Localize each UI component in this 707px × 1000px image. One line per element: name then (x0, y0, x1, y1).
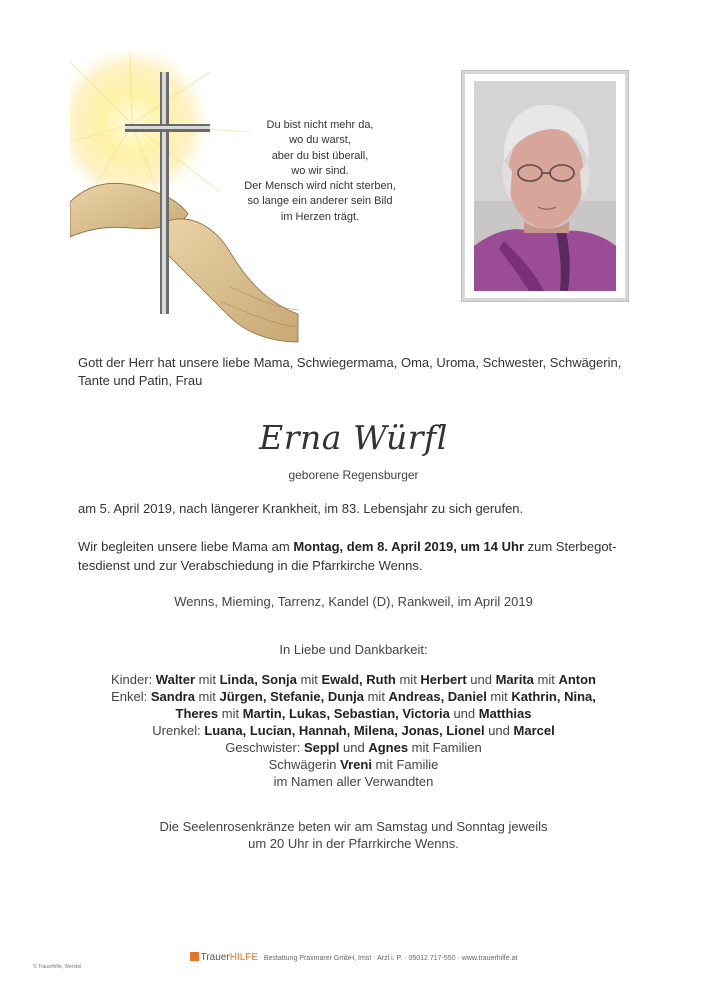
family-connector: mit (395, 672, 421, 687)
portrait-photo (474, 81, 616, 291)
family-connector: Urenkel: (152, 723, 205, 738)
family-connector: mit Familie (371, 757, 439, 772)
family-connector: mit (194, 689, 220, 704)
footer-text: Bestattung Praxmarer GmbH, Imst · Arzl i. P. · 05012 717-550 · www.trauerhilfe.at (263, 955, 518, 962)
family-connector: und (339, 740, 369, 755)
places-date: Wenns, Mieming, Tarrenz, Kandel (D), Rankweil, im April 2019 (174, 594, 533, 609)
family-connector: mit (363, 689, 389, 704)
family-connector: mit (218, 706, 243, 721)
family-name: Ewald, Ruth (321, 672, 396, 687)
death-statement: am 5. April 2019, nach längerer Krankheit, im 83. Lebensjahr zu sich gerufen. (78, 501, 524, 516)
family-line (0, 739, 707, 756)
family-connector: und (466, 672, 496, 687)
family-name: Marcel (513, 723, 555, 738)
family-name: Luana, Lucian, Hannah, Milena, Jonas, Lionel (204, 723, 485, 738)
family-name: Matthias (478, 706, 532, 721)
trauerhilfe-logo: TrauerHILFE (190, 952, 258, 963)
poem (236, 118, 404, 225)
rosary-line: um 20 Uhr in der Pfarrkirche Wenns. (248, 836, 459, 851)
family-name: Martin, Lukas, Sebastian, Victoria (242, 706, 450, 721)
family-line (0, 688, 707, 705)
poem-line: wo du warst, (289, 134, 351, 147)
poem-line: wo wir sind. (291, 164, 349, 177)
family-connector: mit (296, 672, 322, 687)
right-arm (161, 219, 298, 342)
family-name: Linda, Sonja (219, 672, 297, 687)
family-name: Theres (175, 706, 219, 721)
family-connector: und (484, 723, 514, 738)
family-connector: Schwägerin (268, 757, 341, 772)
family-line (0, 705, 707, 722)
family-line (0, 671, 707, 688)
family-line (0, 722, 707, 739)
family-connector: Enkel: (111, 689, 151, 704)
funeral-post: zum Sterbegottesdienst und zur Verabschiedung in die Pfarrkirche Wenns. (78, 539, 617, 573)
family-name: Anton (558, 672, 596, 687)
family-name: Walter (155, 672, 196, 687)
family-connector: Kinder: (110, 672, 156, 687)
family-connector: mit (195, 672, 220, 687)
logo-mark-icon (190, 952, 199, 961)
family-connector: und (449, 706, 479, 721)
funeral-info (78, 537, 638, 575)
family-name: Marita (495, 672, 534, 687)
birth-name: geborene Regensburger (288, 468, 419, 482)
portrait-frame (461, 70, 629, 302)
family-connector: mit (533, 672, 559, 687)
family-connector: mit (486, 689, 512, 704)
poem-line: aber du bist überall, (271, 149, 369, 162)
copyright: © Trauerhilfe, Wendel (33, 964, 82, 970)
poem-line: Der Mensch wird nicht sterben, (244, 180, 396, 193)
family-connector: im Namen aller Verwandten (273, 774, 434, 789)
family-name: Vreni (340, 757, 372, 772)
family-name: Sandra (150, 689, 195, 704)
poem-line: Du bist nicht mehr da, (266, 119, 374, 131)
family-connector: mit Familien (408, 740, 482, 755)
funeral-date: Montag, dem 8. April 2019, um 14 Uhr (293, 539, 525, 554)
funeral-pre: Wir begleiten unsere liebe Mama am (78, 539, 294, 554)
family-line (0, 756, 707, 773)
family-name: Jürgen, Stefanie, Dunja (219, 689, 364, 704)
poem-line: im Herzen trägt. (280, 210, 360, 223)
rosary-info (0, 818, 707, 852)
family-name: Herbert (420, 672, 467, 687)
gratitude-line: In Liebe und Dankbarkeit: (279, 642, 428, 657)
intro-text: Gott der Herr hat unsere liebe Mama, Schwiegermama, Oma, Uroma, Schwester, Schwägerin, Tante und Patin, Frau (78, 355, 622, 388)
family-name: Kathrin, Nina, (511, 689, 596, 704)
family-line (0, 773, 707, 790)
poem-line: so lange ein anderer sein Bild (247, 195, 393, 208)
deceased-name: Erna Würfl (259, 418, 448, 457)
footer (0, 952, 707, 963)
family-list (0, 671, 707, 790)
rosary-line: Die Seelenrosenkränze beten wir am Samstag und Sonntag jeweils (159, 819, 548, 834)
family-name: Agnes (368, 740, 409, 755)
family-name: Andreas, Daniel (388, 689, 487, 704)
family-connector: Geschwister: (225, 740, 304, 755)
family-name: Seppl (304, 740, 340, 755)
